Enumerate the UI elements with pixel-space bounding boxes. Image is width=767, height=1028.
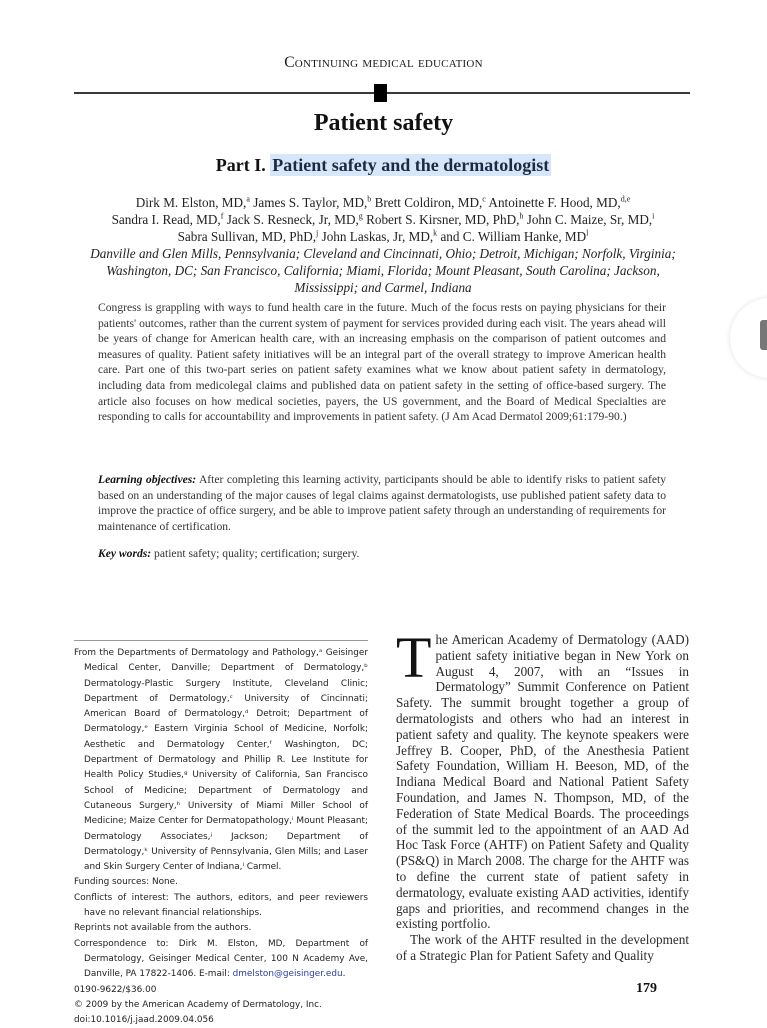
subtitle-prefix: Part I.	[215, 155, 266, 175]
author: Antoinette F. Hood, MD,$^{d,e}$	[488, 194, 631, 210]
learning-objectives-label: Learning objectives:	[98, 473, 197, 486]
author: Sandra I. Read, MD,$^f$	[111, 211, 224, 227]
author: and C. William Hanke, $MD^l$	[440, 228, 589, 244]
footnote-reprints: Reprints not available from the authors.	[74, 923, 252, 934]
keywords-text: patient safety; quality; certification; surgery.	[154, 547, 360, 560]
footnote-conflicts: Conflicts of interest: The authors, editors, and peer reviewers have no relevant financial relationships.	[74, 892, 368, 919]
author: John Laskas, Jr, MD,$^k$	[321, 228, 438, 244]
footnote-issn: 0190-9622/$36.00	[74, 984, 157, 995]
correspondence-email-link[interactable]: dmelston@geisinger.edu	[232, 969, 343, 980]
author: Robert S. Kirsner, MD, PhD,$^h$	[366, 211, 524, 227]
footnotes	[74, 646, 368, 1028]
learning-objectives	[98, 472, 666, 534]
header-rule-block	[374, 84, 387, 102]
footnote-correspondence: Correspondence to: Dirk M. Elston, MD, Department of Dermatology, Geisinger Medical Center, 100 N Academy Ave, Danville, PA 17822-1406. E-mail: dmelston@geisinger.edu.	[74, 938, 368, 980]
article-title: Patient safety	[313, 110, 454, 136]
author-locations: Danville and Glen Mills, Pennsylvania; Cleveland and Cincinnati, Ohio; Detroit, Michigan; Norfolk, Virginia; Washington, DC; San Francisco, California; Miami, Florida; Mount Pleasant, South Carolina; Jackson, Mississippi; and Carmel, Indiana	[90, 246, 676, 295]
page-number: 179	[636, 981, 657, 996]
section-label-text: Continuing medical education	[284, 54, 483, 71]
footnote-divider	[74, 640, 368, 641]
side-panel-toggle-button[interactable]	[730, 298, 767, 378]
article-subtitle	[0, 155, 767, 176]
keywords	[98, 546, 666, 562]
author: Brett Coldiron, MD,$^c$	[374, 194, 486, 210]
section-label	[0, 54, 767, 72]
author: James S. Taylor, MD,$^b$	[253, 194, 372, 210]
body-paragraph: The work of the AHTF resulted in the development of a Strategic Plan for Patient Safety and Quality	[396, 932, 689, 963]
footnote-affiliations: From the Departments of Dermatology and Pathology,ᵃ Geisinger Medical Center, Danville; Department of Dermatology,ᵇ Dermatology-Plastic Surgery Institute, Cleveland Clinic; Department of Dermatology,ᶜ University of Cincinnati; American Board of Dermatology,ᵈ Detroit; Department of Dermatology,ᵉ Eastern Virginia School of Medicine, Norfolk; Aesthetic and Dermatology Center,ᶠ Washington, DC; Department of Dermatology and Phillip R. Lee Institute for Health Policy Studies,ᵍ University of California, San Francisco School of Medicine; Department of Dermatology and Cutaneous Surgery,ʰ University of Miami Miller School of Medicine; Maize Center for Dermatopathology,ⁱ Mount Pleasant; Dermatology Associates,ʲ Jackson; Department of Dermatology,ᵏ University of Pennsylvania, Glen Mills; and Laser and Skin Surgery Center of Indiana,ˡ Carmel.	[74, 648, 368, 873]
author: John C. Maize, Sr, MD,$^i$	[526, 211, 655, 227]
subtitle-highlighted-selection[interactable]: Patient safety and the dermatologist	[272, 155, 550, 175]
abstract: Congress is grappling with ways to fund health care in the future. Much of the focus rests on paying physicians for their patients' outcomes, rather than the current system of payment for services provided during each visit. The years ahead will be years of change for American health care, with an increasing emphasis on the comparison of patient outcomes and measures of quality. Patient safety initiatives will be an integral part of the overall strategy to improve American health care. Part one of this two-part series on patient safety examines what we know about patient safety in dermatology, including data from medicolegal claims and published data on patient safety in the setting of office-based surgery. The article also focuses on how medical societies, payers, the US government, and the Board of Medical Specialties are responding to calls for accountability and improvements in patient safety. (J Am Acad Dermatol 2009;61:179-90.)	[98, 301, 666, 424]
footnote-doi: doi:10.1016/j.jaad.2009.04.056	[74, 1015, 214, 1026]
author: Jack S. Resneck, Jr, MD,$^g$	[226, 211, 363, 227]
body-paragraph: The American Academy of Dermatology (AAD) patient safety initiative began in New York on August 4, 2007, with an “Issues in Dermatology” Summit Conference on Patient Safety. The summit brought together a group of dermatologists and others who had an interest in patient safety and quality. The keynote speakers were Jeffrey B. Cooper, PhD, of the Anesthesia Patient Safety Foundation, William H. Beeson, MD, of the Indiana Medical Board and National Patient Safety Foundation, and James N. Thompson, MD, of the Federation of State Medical Boards. The proceedings of the summit led to the appointment of an AAD Ad Hoc Task Force (AHTF) on Patient Safety and Quality (PS&Q) in March 2008. The charge for the AHTF was to define the current state of patient safety in dermatology, evaluate existing AAD activities, identify gaps and priorities, and recommend changes in the existing portfolio.	[396, 625, 689, 932]
learning-objectives-text: After completing this learning activity, participants should be able to identify risks to patient safety based on an understanding of the major causes of legal claims against dermatologists, use published patient safety data to improve the practice of office surgery, and be able to improve patient safety through an understanding of requirements for maintenance of certification.	[98, 473, 667, 533]
author: Dirk M. Elston, MD,$^a$	[135, 194, 250, 210]
keywords-label: Key words:	[98, 547, 152, 560]
author: Sabra Sullivan, MD, PhD,$^j$	[177, 228, 319, 244]
author-list	[80, 194, 686, 245]
body-column	[396, 625, 689, 964]
panel-toggle-icon	[760, 320, 767, 350]
drop-cap: T	[396, 625, 432, 690]
footnote-funding: Funding sources: None.	[74, 877, 178, 888]
footnote-copyright: © 2009 by the American Academy of Dermatology, Inc.	[74, 999, 322, 1010]
